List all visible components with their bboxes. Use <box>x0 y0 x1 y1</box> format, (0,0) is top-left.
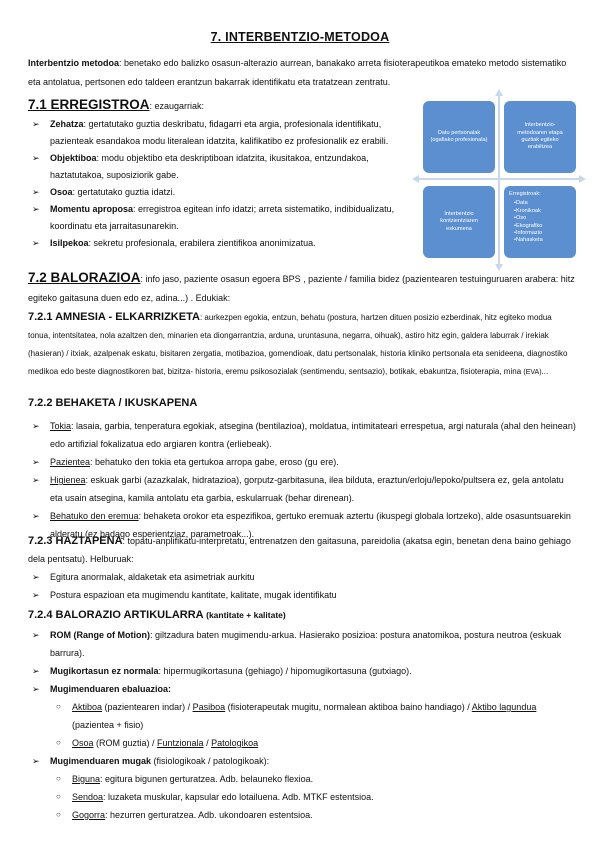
list-item: • Ekografiko <box>514 223 571 230</box>
list-item: ➢ Osoa: gertatutako guztia idatzi. <box>28 184 408 201</box>
section-7-2 <box>28 268 576 308</box>
list-item: ➢ Tokia: lasaia, garbia, tenperatura egokiak, atsegina (bentilazioa), moldatua, intimitateari errespetua, argi naturala (ahal den heinean) edo artifizial fokalizatua edo argiaren kontra (erliebeak). <box>28 417 576 453</box>
list-item: ○ Sendoa: luzaketa muskular, kapsular edo lotailuena. Adb. MTKF estentsioa. <box>54 788 576 806</box>
section-7-2-heading: 7.2 BALORAZIOA <box>28 270 141 285</box>
list-item: ○ Gogorra: hezurren gerturatzea. Adb. ukondoaren estentsioa. <box>54 806 576 824</box>
list-item: ➢ Momentu aproposa: erregistroa egitean info idatzi; arreta sistematiko, indibidualizatu, koordinatu eta jarraitasunarekin. <box>28 201 408 235</box>
list-item: ➢ Pazientea: behatuko den tokia eta gertukoa arropa gabe, eroso (gu ere). <box>28 453 576 471</box>
list-item: ➢ Mugimenduaren ebaluazioa: ○ Aktiboa (pazientearen indar) / Pasiboa (fisioterapeutak mugitu, normalean aktiboa baino handiago) / Aktibo lagundua (pazientea + fisio) ○ Osoa (ROM guztia) / Funtzionala / Patologikoa <box>28 680 576 752</box>
list-item: • Nahasketa <box>514 237 571 244</box>
list-item: ➢ Postura espazioan eta mugimendu kantitate, kalitate, mugak identifikatu <box>28 586 576 604</box>
list-item: ○ Osoa (ROM guztia) / Funtzionala / Patologikoa <box>54 734 576 752</box>
section-7-2-4 <box>28 606 576 824</box>
list-item: ○ Aktiboa (pazientearen indar) / Pasiboa (fisioterapeutak mugitu, normalean aktiboa baino handiago) / Aktibo lagundua (pazientea + fisio) <box>54 698 576 734</box>
list-item: ➢ Isilpekoa: sekretu profesionala, erabilera zientifikoa anonimizatua. <box>28 235 408 252</box>
section-7-2-2-list <box>28 417 576 543</box>
intro-text: : benetako edo balizko osasun-alterazio aurrean, banakako arreta fisioterapeutikoa emateko metodo sistematiko eta antolatua, pertsonen edo taldeen erantzun bakarrak identifikatu eta tratatzean zentratu. <box>28 58 567 87</box>
list-item: ➢ Behatuko den eremua: behaketa orokor eta espezifikoa, gertuko eremuak aztertu (ikuspegi globala lortzeko), alde osasuntsuarekin alderatu (ez badago esperientziaz, parametroak...). <box>28 507 576 543</box>
list-item: • Informazio <box>514 230 571 237</box>
section-7-2-4-sub: (kantitate + kalitate) <box>206 610 286 620</box>
section-7-2-1-heading: 7.2.1 AMNESIA - ELKARRIZKETA <box>28 311 200 323</box>
section-7-1-list <box>28 116 408 252</box>
section-7-1 <box>28 96 408 252</box>
section-7-2-3-text: : topatu-anplifikatu-interpretatu, entrenatzen den gaitasuna, pareidolia (akatsa egin, benetan dena baino gehiago dela pentsatu). Helburuak: <box>28 536 571 564</box>
section-7-2-1-text: : aurkezpen egokia, entzun, behatu (postura, hartzen dituen posizio ezberdinak, hitz egiteko modua tonua, intentsitatea, nola azaltzen den, minarien eta diongarrantzia, arduna, uruntasuna, negarra, oihuak), astiro hitz egin, galdera laburrak / irekiak (hasieran) / itxiak, azalpenak eskatu, bisitaren zergatia, motibazioa, gomendioak, datu pertsonalak, historia kliniko pertsonala eta senideena, diagnostiko medikoa edo beste diagnostikoren bat, bizitza- historia, eremu psikosozialak (sentimendu, sentsazio), botikak, ebakuntza, fisioterapia, mina <box>28 313 568 376</box>
list-item: ➢ Mugimenduaren mugak (fisiologikoak / patologikoak): ○ Biguna: egitura bigunen gerturatzea. Adb. belauneko flexioa. ○ Sendoa: luzaketa muskular, kapsular edo lotailuena. Adb. MTKF estentsioa. ○ Gogorra: hezurren gerturatzea. Adb. ukondoaren estentsioa. <box>28 752 576 824</box>
section-7-2-2-heading: 7.2.2 BEHAKETA / IKUSKAPENA <box>28 397 198 409</box>
section-7-1-sub: : ezaugarriak: <box>149 101 205 111</box>
section-7-2-4-heading: 7.2.4 BALORAZIO ARTIKULARRA <box>28 609 204 621</box>
section-7-2-3-list <box>28 568 576 604</box>
list-item: ○ Biguna: egitura bigunen gerturatzea. Adb. belauneko flexioa. <box>54 770 576 788</box>
arrow-right-icon <box>579 175 586 183</box>
diagram-quadrant-4 <box>504 186 576 258</box>
diagram-quadrant-4-title: Erregistroak: <box>509 191 541 197</box>
section-7-2-3 <box>28 532 576 604</box>
list-item: ➢ Objektiboa: modu objektibo eta deskriptiboan idatzita, ikusitakoa, entzundakoa, haztatutakoa, suposiziorik gabe. <box>28 150 408 184</box>
section-7-2-text: : info jaso, paziente osasun egoera BPS , paziente / familia bidez (pazientearen testuinguruaren arabera: hitz egiteko gaitasuna duen edo ez, adina...) . Edukiak: <box>28 274 575 303</box>
list-item: • Data <box>514 200 571 207</box>
arrow-up-icon <box>495 89 503 96</box>
eva-label: (EVA) <box>523 369 542 376</box>
section-7-2-3-heading: 7.2.3 HAZTAPENA <box>28 535 123 547</box>
registro-diagram <box>418 95 580 265</box>
diagram-quadrant-1: Datu pertsonalak (ogafiako profesionala) <box>423 101 495 173</box>
list-item: • Kronikoak <box>514 208 571 215</box>
list-item: ➢ Egitura anormalak, aldaketak eta asimetriak aurkitu <box>28 568 576 586</box>
page-title: 7. INTERBENTZIO-METODOA <box>210 30 390 44</box>
list-item: ➢ Higienea: eskuak garbi (azazkalak, hidratazioa), gorputz-garbitasuna, ilea bilduta, eraztun/erloju/lepoko/pultsera ez, gela antolatu eta usain atsegina, kamila antolatu eta garbia, eskularruak (behar direnean). <box>28 471 576 507</box>
list-item: ➢ Zehatza: gertatutako guztia deskribatu, fidagarri eta argia, profesionala identifikatu, pazienteak esandakoa modu literalean idatzita, kalifikatibo ez profesionalik ez erabili. <box>28 116 408 150</box>
diagram-quadrant-3: Interbentzio kontzientziaren eskumena <box>423 186 495 258</box>
list-item: ➢ ROM (Range of Motion): giltzadura baten mugimendu-arkua. Hasierako posizioa: postura anatomikoa, postura neutroa (eskuak barrura). <box>28 626 576 662</box>
list-item: • Oso <box>514 215 571 222</box>
diagram-quadrant-2: Interbentzio- metodoaren etapa guztiak egiteko erabiltzea <box>504 101 576 173</box>
evaluation-sublist <box>50 698 576 752</box>
intro-paragraph <box>28 54 576 92</box>
limits-sublist <box>50 770 576 824</box>
intro-term: Interbentzio metodoa <box>28 58 120 68</box>
section-7-2-1 <box>28 308 576 382</box>
arrow-left-icon <box>412 175 419 183</box>
section-7-2-2 <box>28 394 576 543</box>
section-7-2-1-tail: ... <box>541 367 549 376</box>
list-item: ➢ Mugikortasun ez normala: hipermugikortasuna (gehiago) / hipomugikortasuna (gutxiago). <box>28 662 576 680</box>
diagram-axis-vertical <box>498 95 500 265</box>
section-7-1-heading: 7.1 ERREGISTROA <box>28 97 150 112</box>
section-7-2-4-list <box>28 626 576 824</box>
